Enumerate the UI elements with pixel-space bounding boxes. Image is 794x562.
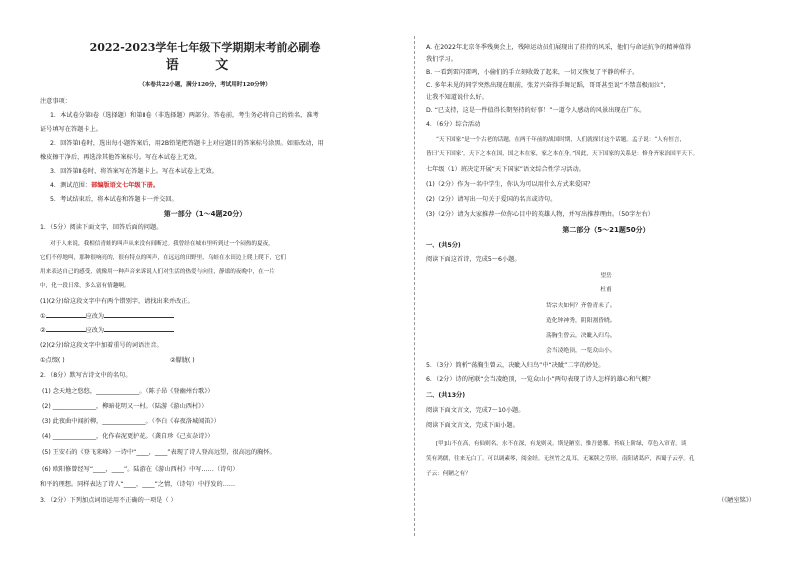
quote-line: “天下国家”是一个古老的话题，在两千年前的战国时期，人们就探讨这个话题。孟子说：“人有恒言，	[436, 137, 686, 143]
poem-blank: 和平的理想。同样表达了诗人“____，____”之情，（诗句）中抒发的……	[40, 481, 236, 488]
note-line: 5．考试结束后，将本试卷和答题卡一并交回。	[50, 196, 178, 203]
poem-line: 造化钟神秀，阴阳割昏晓。	[546, 318, 616, 324]
passage-line: 它们不停地叫，那种很响亮的，很有特点的叫声，在远远的田野里，乌蛙在水田边上爬上爬下，它们	[40, 255, 287, 261]
poem-title: 望岳	[600, 273, 612, 279]
sub-question-2: (2)（2分）请写出一句关于爱国的名言或诗句。	[426, 196, 557, 203]
option-line: 让我不知道说什么好。	[426, 94, 488, 101]
poem-blank: (4) ______________，化作春泥更护花。（龚自珍《己亥杂诗》）	[42, 433, 214, 440]
poem-blank: (5) 王安石的《登飞来峰》一诗中“____，____”表现了诗人登高远望，很高远的胸怀。	[42, 449, 276, 456]
exam-title: 2022-2023学年七年级下学期期末考前必刷卷	[89, 41, 321, 54]
poem-author: 杜甫	[600, 287, 612, 293]
question-5: 5．（3分）简析“荡胸生曾云，决眦入归鸟”中“决眦”二字的妙处。	[426, 362, 605, 369]
question-1: 1．（5分）阅读下面文字，回答后面的问题。	[40, 224, 163, 231]
option-line: A. 在2022年北京冬季残奥会上，残障运动员们展现出了挂持的风采，他们与命运抗争的精神值得	[426, 44, 692, 51]
poem-blank: (1) 念天地之悠悠，______________。（陈子昂《登幽州台歌》）	[42, 388, 214, 395]
fix-line-2: ② 应改为	[40, 327, 174, 335]
classical-line: 子云：何陋之有？	[426, 471, 471, 477]
poem-blank: (6) 欧阳修曾经写“____，____”。陆游在《游山西村》中写……（诗句）	[42, 466, 239, 473]
activity-intro: 七年级（1）班决定开展“天下国家”语文综合性学习活动。	[426, 166, 585, 173]
poem-line: 荡胸生曾云，决眦入归鸟。	[546, 333, 616, 339]
section-1-heading: 一、(共5分)	[426, 242, 461, 249]
quote-line: 皆曰‘天下国家’。天下之本在国，国之本在家，家之本在身。”因此，天下国家的关系是：修身齐家治国平天下。	[426, 151, 699, 157]
part1-heading: 第一部分（1～4题20分）	[163, 210, 247, 218]
column-divider	[414, 36, 415, 536]
sub-question-3: (3)（2分）请为大家推荐一位你心目中的英雄人物，并写出推荐理由。（50字左右）	[426, 211, 654, 218]
fix-line-1: ① 应改为	[40, 313, 174, 321]
question-1-1: (1)(2分)给这段文字中有两个错别字，请找出来并改正。	[40, 298, 194, 305]
question-2: 2．（8分）默写古诗文中的名句。	[40, 372, 132, 379]
notes-heading: 注意事项：	[40, 98, 71, 105]
exam-meta: （本卷共22小题，满分120分，考试用时120分钟）	[139, 82, 271, 88]
question-6: 6．（2分）诗的尾联“会当凌绝顶，一览众山小”两句表现了诗人怎样的雄心和气概？	[426, 376, 654, 383]
section-2-heading: 二、(共13分)	[426, 392, 466, 399]
option-line: C. 多年未见的同学突然出现在眼前，张芳兴奋得手舞足蹈，哥哥甚至说“不禁喜极而泣”，	[426, 82, 670, 89]
note-line: 3．回答第Ⅱ卷时，将答案写在答题卡上。写在本试卷上无效。	[50, 168, 218, 175]
note-line: 4．测试范围：部编版语文七年级下册。	[50, 182, 160, 189]
poem-blank: (2) ______________，柳暗花明又一村。（陆游《游山西村》）	[42, 403, 208, 410]
section-2-instruction: 阅读下面文言文，完成7～10小题。	[426, 407, 525, 414]
question-4: 4．（6分）综合活动	[426, 121, 481, 128]
exam-subject: 语 文	[165, 58, 245, 73]
right-column	[418, 0, 794, 562]
classical-line: [甲]山不在高，有仙则名。水不在深，有龙则灵。斯是陋室，惟吾德馨。苔痕上阶绿，草色入帘青。谈	[436, 441, 687, 447]
poem-line: 会当凌绝顶，一览众山小。	[546, 348, 616, 354]
poem-line: 岱宗夫如何？齐鲁青未了。	[546, 303, 616, 309]
sub-question-1: (1)（2分）作为一名中学生，你认为可以用什么方式来爱国？	[426, 181, 594, 188]
part2-heading: 第二部分（5～21题50分）	[562, 226, 650, 234]
note-line: 证号填写在答题卡上。	[40, 126, 102, 133]
pron-1: ①点缀( )	[40, 357, 65, 364]
option-line: B. 一看到雷闪雷鸣，小偷们的手立刻收敛了起来，一切又恢复了平静的样子。	[426, 69, 639, 76]
classical-line: 笑有鸿儒，往来无白丁。可以调素琴，阅金经。无丝竹之乱耳，无案牍之劳形。南阳诸葛庐，西蜀子云亭。孔	[426, 456, 695, 462]
source-citation: （《陋室铭》）	[718, 497, 756, 504]
note-line: 2．回答第Ⅰ卷时，选出每小题答案后，用2B铅笔把答题卡上对应题目的答案标号涂黑。如需改动，用	[50, 140, 324, 147]
section-1-instruction: 阅读下面这首诗，完成5～6小题。	[426, 256, 521, 263]
pron-2: ②朦胧( )	[170, 357, 195, 364]
test-range: 部编版语文七年级下册。	[91, 182, 160, 189]
question-1-2: (2)(2分)给这段文字中加着重号的词语注音。	[40, 342, 163, 349]
note-line: 橡皮擦干净后，再选涂其他答案标号。写在本试卷上无效。	[40, 154, 201, 161]
option-line: 我们学习。	[426, 56, 457, 63]
passage-line: 中，化一段日常，多么富有情趣啊。	[40, 283, 130, 289]
passage-line: 对于人来说，我相信青蛙的叫声从来没有间断过。我曾经在城市里听到过一个闷热的夏夜，	[50, 241, 274, 247]
question-3: 3．（2分）下列加点词语运用不正确的一项是（ ）	[40, 497, 177, 504]
option-line: D. “已支持，这是一件值得长期坚持的好事！”一道令人感动的风景出现在广东。	[426, 107, 646, 114]
passage-line: 用来表达自己的感受，就像用一种声音来诉说人们对生活的热爱与向往，静谧的夜晚中，在一片	[40, 269, 275, 275]
poem-blank: (3) 此夜曲中闻折柳，______________。（李白《春夜洛城闻笛》）	[42, 418, 220, 425]
section-2-instruction: 阅读下面文言文，完成下面小题。	[426, 422, 519, 429]
note-line: 1．本试卷分第Ⅰ卷（选择题）和第Ⅱ卷（非选择题）两部分。答卷前，考生务必将自己的姓名、准考	[50, 112, 319, 119]
